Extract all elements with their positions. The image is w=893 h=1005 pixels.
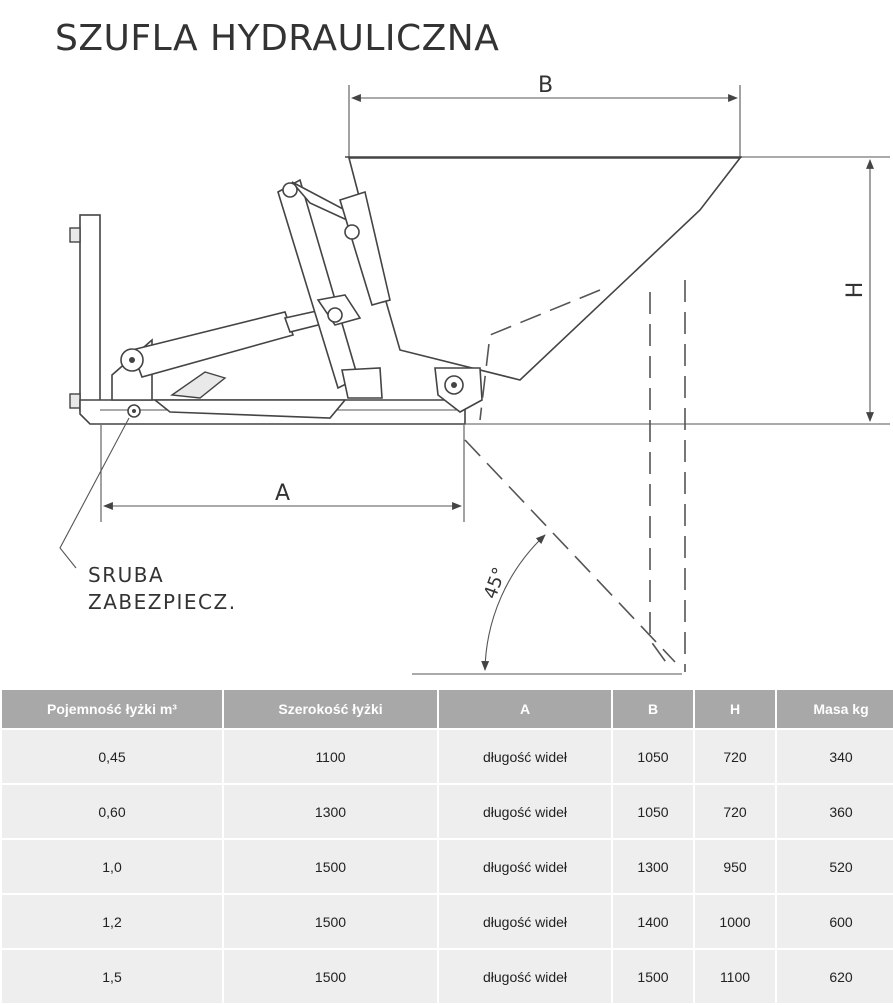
- cell-a: długość wideł: [439, 730, 611, 783]
- cell-mass: 340: [777, 730, 893, 783]
- cell-capacity: 1,2: [2, 895, 222, 948]
- cell-a: długość wideł: [439, 840, 611, 893]
- bolt-note-line2: ZABEZPIECZ.: [88, 590, 237, 614]
- cell-b: 1300: [613, 840, 693, 893]
- dimension-b-label: B: [538, 73, 554, 98]
- cell-capacity: 1,0: [2, 840, 222, 893]
- table-row: [2, 730, 893, 783]
- table-row: [2, 950, 893, 1003]
- cell-mass: 620: [777, 950, 893, 1003]
- cell-a: długość wideł: [439, 895, 611, 948]
- cell-a: długość wideł: [439, 785, 611, 838]
- safety-bolt: [60, 405, 140, 568]
- angle-indicator: [412, 535, 682, 674]
- cell-h: 720: [695, 785, 775, 838]
- bolt-note-line1: SRUBA: [88, 563, 165, 587]
- cell-mass: 520: [777, 840, 893, 893]
- header-width: Szerokość łyżki: [224, 690, 437, 728]
- dimension-b: [349, 73, 740, 158]
- cell-h: 950: [695, 840, 775, 893]
- cell-b: 1050: [613, 785, 693, 838]
- cell-width: 1300: [224, 785, 437, 838]
- table-row: [2, 895, 893, 948]
- header-capacity: Pojemność łyżki m³: [2, 690, 222, 728]
- dimension-h-label: H: [843, 281, 868, 299]
- cell-capacity: 0,60: [2, 785, 222, 838]
- cell-mass: 600: [777, 895, 893, 948]
- table-row: [2, 840, 893, 893]
- table-header-row: [2, 690, 893, 728]
- table-row: [2, 785, 893, 838]
- cell-width: 1500: [224, 840, 437, 893]
- cell-mass: 360: [777, 785, 893, 838]
- header-b: B: [613, 690, 693, 728]
- dimension-a-label: A: [275, 481, 291, 506]
- cell-capacity: 1,5: [2, 950, 222, 1003]
- cell-width: 1100: [224, 730, 437, 783]
- header-mass: Masa kg: [777, 690, 893, 728]
- bucket: [340, 157, 742, 412]
- cell-width: 1500: [224, 895, 437, 948]
- cell-width: 1500: [224, 950, 437, 1003]
- dimension-a: [101, 425, 464, 522]
- cell-h: 1000: [695, 895, 775, 948]
- cell-h: 720: [695, 730, 775, 783]
- cell-b: 1500: [613, 950, 693, 1003]
- cell-b: 1050: [613, 730, 693, 783]
- angle-label: 45°: [479, 564, 511, 602]
- drawing-title: SZUFLA HYDRAULICZNA: [55, 18, 500, 59]
- cell-h: 1100: [695, 950, 775, 1003]
- header-h: H: [695, 690, 775, 728]
- header-a: A: [439, 690, 611, 728]
- cell-a: długość wideł: [439, 950, 611, 1003]
- cell-b: 1400: [613, 895, 693, 948]
- cell-capacity: 0,45: [2, 730, 222, 783]
- specifications-table: [0, 688, 893, 1005]
